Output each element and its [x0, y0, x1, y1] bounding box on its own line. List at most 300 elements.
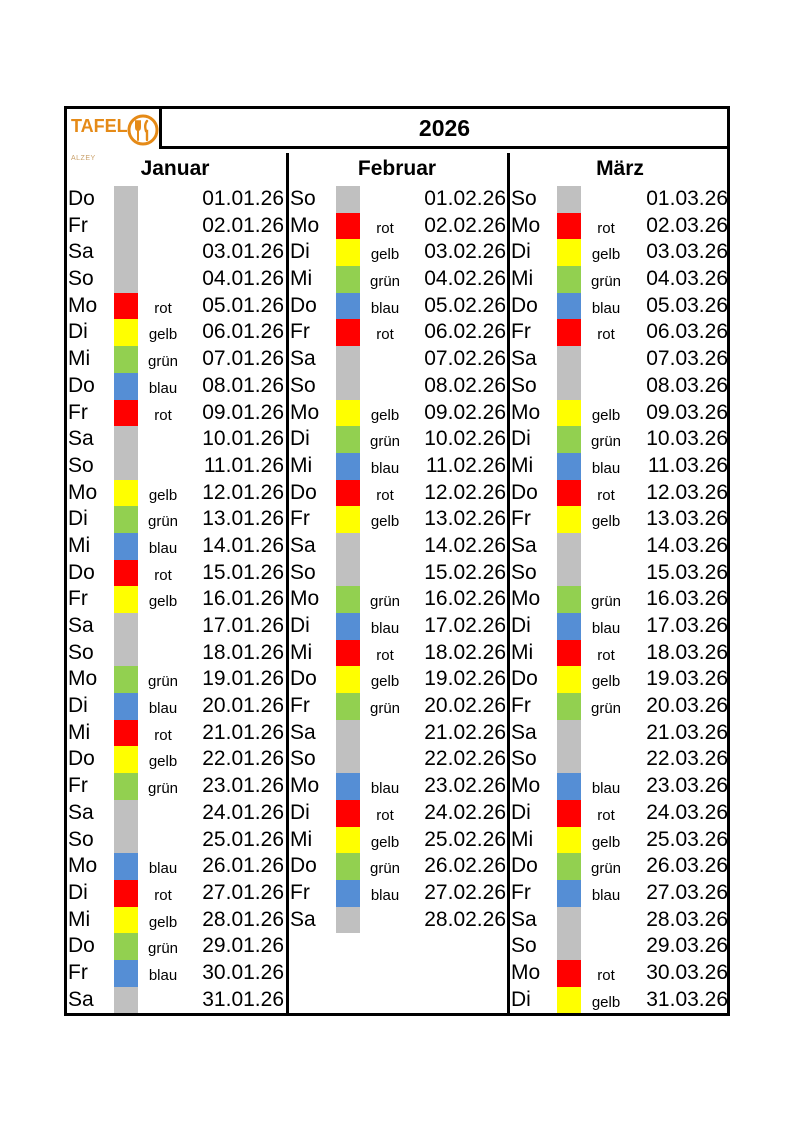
weekday-label: Mo	[68, 854, 98, 878]
day-row	[67, 319, 286, 346]
color-label: gelb	[370, 673, 400, 691]
day-row	[510, 773, 730, 800]
color-swatch	[114, 640, 138, 667]
weekday-label: Di	[511, 240, 531, 264]
color-swatch	[114, 720, 138, 747]
date-label: 23.01.26	[202, 774, 284, 798]
day-row	[289, 720, 508, 747]
color-swatch	[557, 266, 581, 293]
day-row	[67, 987, 286, 1014]
date-label: 28.03.26	[646, 907, 728, 931]
color-swatch	[336, 400, 360, 427]
day-row	[289, 533, 508, 560]
color-swatch	[114, 613, 138, 640]
day-row	[67, 239, 286, 266]
day-row	[289, 346, 508, 373]
weekday-label: Do	[511, 854, 538, 878]
weekday-label: Mo	[290, 400, 320, 424]
day-row	[67, 880, 286, 907]
color-label: blau	[148, 539, 178, 557]
color-label: blau	[148, 860, 178, 878]
date-label: 08.02.26	[424, 373, 506, 397]
weekday-label: Mo	[68, 667, 98, 691]
weekday-label: Do	[511, 667, 538, 691]
day-row	[289, 373, 508, 400]
weekday-label: Di	[511, 800, 531, 824]
weekday-label: Mo	[290, 213, 320, 237]
weekday-label: So	[511, 187, 537, 210]
color-label: blau	[591, 620, 621, 637]
color-swatch	[557, 346, 581, 373]
color-swatch	[336, 720, 360, 747]
day-row	[510, 720, 730, 747]
color-swatch	[114, 400, 138, 427]
color-label: rot	[154, 726, 172, 744]
date-label: 06.03.26	[646, 320, 728, 344]
weekday-label: Sa	[511, 533, 537, 557]
day-row	[67, 560, 286, 587]
weekday-label: Fr	[511, 320, 531, 344]
month-march	[507, 153, 730, 1013]
day-row	[510, 933, 730, 960]
date-label: 15.01.26	[202, 560, 284, 584]
weekday-label: Di	[68, 694, 88, 718]
date-label: 26.02.26	[424, 854, 506, 878]
day-row	[289, 213, 508, 240]
weekday-label: Di	[290, 240, 310, 264]
color-swatch	[114, 453, 138, 480]
color-label: rot	[154, 299, 172, 317]
color-swatch	[557, 319, 581, 346]
date-label: 20.01.26	[202, 694, 284, 718]
day-row	[510, 239, 730, 266]
weekday-label: Mi	[511, 267, 534, 291]
color-label: gelb	[591, 833, 621, 851]
date-label: 15.02.26	[424, 560, 506, 584]
color-label: grün	[369, 860, 401, 878]
day-row	[67, 373, 286, 400]
day-row	[67, 293, 286, 320]
color-swatch	[336, 213, 360, 240]
header-row	[67, 109, 727, 162]
day-row	[67, 480, 286, 507]
day-list	[67, 186, 286, 1013]
date-label: 06.02.26	[424, 320, 506, 344]
weekday-label: Mo	[511, 400, 541, 424]
weekday-label: Mo	[511, 587, 541, 611]
weekday-label: Di	[511, 987, 531, 1011]
date-label: 28.02.26	[424, 907, 506, 931]
color-swatch	[557, 827, 581, 854]
color-label: rot	[154, 886, 172, 904]
weekday-label: Mo	[511, 213, 541, 237]
color-label: blau	[148, 700, 178, 718]
weekday-label: Mi	[290, 453, 313, 477]
color-swatch	[336, 346, 360, 373]
color-swatch	[336, 373, 360, 400]
weekday-label: Do	[68, 187, 95, 210]
weekday-label: Mi	[290, 267, 313, 291]
day-row	[289, 853, 508, 880]
color-swatch	[336, 640, 360, 667]
day-row	[67, 640, 286, 667]
weekday-label: Di	[68, 507, 88, 531]
color-label: gelb	[370, 406, 400, 424]
color-label: grün	[590, 433, 622, 451]
date-label: 14.03.26	[646, 533, 728, 557]
color-swatch	[557, 987, 581, 1014]
day-row	[289, 319, 508, 346]
date-label: 29.03.26	[646, 934, 728, 958]
day-row	[67, 666, 286, 693]
date-label: 25.01.26	[202, 827, 284, 851]
color-label: gelb	[370, 833, 400, 851]
weekday-label: Do	[68, 560, 95, 584]
day-row	[67, 933, 286, 960]
date-label: 22.01.26	[202, 747, 284, 771]
day-row	[510, 746, 730, 773]
color-swatch	[114, 933, 138, 960]
day-row	[289, 800, 508, 827]
color-swatch	[336, 426, 360, 453]
color-label: rot	[597, 646, 615, 664]
day-row	[289, 400, 508, 427]
date-label: 03.02.26	[424, 240, 506, 264]
date-label: 19.01.26	[202, 667, 284, 691]
date-label: 03.01.26	[202, 240, 284, 264]
color-swatch	[336, 746, 360, 773]
date-label: 30.01.26	[202, 960, 284, 984]
weekday-label: Fr	[511, 507, 531, 531]
day-row	[67, 453, 286, 480]
weekday-label: Sa	[290, 907, 316, 931]
day-row	[510, 426, 730, 453]
color-swatch	[557, 693, 581, 720]
color-swatch	[557, 880, 581, 907]
day-row	[510, 346, 730, 373]
color-swatch	[557, 506, 581, 533]
day-row	[289, 907, 508, 934]
date-label: 21.01.26	[202, 720, 284, 744]
date-label: 15.03.26	[646, 560, 728, 584]
month-title: Februar	[357, 157, 437, 180]
date-label: 07.03.26	[646, 347, 728, 371]
color-swatch	[114, 266, 138, 293]
color-swatch	[557, 373, 581, 400]
date-label: 14.02.26	[424, 533, 506, 557]
color-label: grün	[369, 273, 401, 291]
date-label: 04.01.26	[202, 267, 284, 291]
color-swatch	[557, 773, 581, 800]
weekday-label: Do	[290, 480, 317, 504]
calendar-frame	[64, 106, 730, 1016]
color-swatch	[336, 506, 360, 533]
color-swatch	[336, 480, 360, 507]
color-label: grün	[590, 700, 622, 718]
date-label: 18.01.26	[202, 640, 284, 664]
month-title: Januar	[140, 157, 210, 180]
date-label: 10.02.26	[424, 427, 506, 451]
date-label: 08.03.26	[646, 373, 728, 397]
date-label: 12.03.26	[646, 480, 728, 504]
weekday-label: So	[290, 373, 316, 397]
date-label: 01.03.26	[646, 187, 728, 210]
day-row	[510, 293, 730, 320]
color-swatch	[336, 613, 360, 640]
weekday-label: Fr	[511, 880, 531, 904]
weekday-label: Mi	[511, 827, 534, 851]
weekday-label: Sa	[511, 907, 537, 931]
weekday-label: So	[511, 373, 537, 397]
color-label: blau	[148, 379, 178, 397]
color-swatch	[557, 666, 581, 693]
date-label: 02.02.26	[424, 213, 506, 237]
weekday-label: So	[68, 453, 94, 477]
date-label: 18.02.26	[424, 640, 506, 664]
color-swatch	[336, 293, 360, 320]
color-label: blau	[591, 886, 621, 904]
date-label: 26.01.26	[202, 854, 284, 878]
weekday-label: Di	[290, 800, 310, 824]
day-row	[510, 533, 730, 560]
day-row	[67, 213, 286, 240]
color-swatch	[114, 480, 138, 507]
color-swatch	[557, 186, 581, 213]
date-label: 16.01.26	[202, 587, 284, 611]
date-label: 04.02.26	[424, 267, 506, 291]
color-swatch	[114, 827, 138, 854]
color-swatch	[336, 186, 360, 213]
color-label: blau	[591, 459, 621, 477]
color-swatch	[336, 586, 360, 613]
weekday-label: Di	[511, 427, 531, 451]
date-label: 26.03.26	[646, 854, 728, 878]
weekday-label: Do	[68, 934, 95, 958]
weekday-label: Sa	[290, 347, 316, 371]
color-swatch	[336, 319, 360, 346]
weekday-label: Do	[290, 854, 317, 878]
color-swatch	[114, 346, 138, 373]
weekday-label: Fr	[511, 694, 531, 718]
day-row	[289, 586, 508, 613]
date-label: 17.03.26	[646, 614, 728, 637]
color-swatch	[557, 720, 581, 747]
weekday-label: Sa	[290, 720, 316, 744]
color-swatch	[114, 666, 138, 693]
color-label: grün	[147, 513, 179, 531]
color-swatch	[114, 239, 138, 266]
color-swatch	[557, 800, 581, 827]
color-label: gelb	[591, 406, 621, 424]
color-label: gelb	[591, 246, 621, 264]
date-label: 13.03.26	[646, 507, 728, 531]
weekday-label: Do	[511, 480, 538, 504]
day-row	[510, 186, 730, 213]
color-swatch	[336, 907, 360, 934]
weekday-label: Fr	[68, 774, 88, 798]
weekday-label: Fr	[290, 694, 310, 718]
color-label: blau	[370, 620, 400, 637]
color-label: grün	[147, 780, 179, 798]
color-swatch	[114, 426, 138, 453]
date-label: 31.01.26	[202, 987, 284, 1011]
color-swatch	[557, 453, 581, 480]
color-label: grün	[369, 593, 401, 611]
color-label: rot	[597, 326, 615, 344]
weekday-label: Sa	[68, 614, 94, 637]
color-label: rot	[154, 406, 172, 424]
date-label: 02.01.26	[202, 213, 284, 237]
color-swatch	[114, 213, 138, 240]
color-swatch	[114, 319, 138, 346]
weekday-label: Do	[511, 293, 538, 317]
color-label: gelb	[370, 513, 400, 531]
color-label: rot	[376, 219, 394, 237]
color-label: blau	[370, 299, 400, 317]
day-row	[510, 266, 730, 293]
weekday-label: Fr	[290, 320, 310, 344]
weekday-label: Mi	[68, 347, 91, 371]
color-swatch	[336, 827, 360, 854]
weekday-label: So	[290, 187, 316, 210]
color-swatch	[336, 666, 360, 693]
color-swatch	[557, 213, 581, 240]
weekday-label: Do	[290, 667, 317, 691]
weekday-label: Mi	[68, 720, 91, 744]
weekday-label: Fr	[68, 587, 88, 611]
weekday-label: Fr	[68, 213, 88, 237]
date-label: 20.03.26	[646, 694, 728, 718]
color-label: blau	[591, 780, 621, 798]
color-label: gelb	[370, 246, 400, 264]
date-label: 23.03.26	[646, 774, 728, 798]
date-label: 31.03.26	[646, 987, 728, 1011]
color-label: grün	[369, 700, 401, 718]
day-row	[510, 373, 730, 400]
color-swatch	[114, 987, 138, 1014]
day-row	[67, 720, 286, 747]
date-label: 22.02.26	[424, 747, 506, 771]
color-swatch	[114, 880, 138, 907]
date-label: 11.02.26	[425, 453, 506, 477]
day-row	[67, 800, 286, 827]
color-label: gelb	[148, 593, 178, 611]
color-swatch	[336, 880, 360, 907]
day-row	[67, 266, 286, 293]
color-swatch	[336, 560, 360, 587]
color-swatch	[114, 560, 138, 587]
color-swatch	[557, 480, 581, 507]
date-label: 10.01.26	[202, 427, 284, 451]
day-row	[289, 773, 508, 800]
date-label: 11.01.26	[203, 453, 284, 477]
day-row	[289, 426, 508, 453]
day-list	[510, 186, 730, 1013]
color-label: rot	[597, 486, 615, 504]
color-label: grün	[147, 940, 179, 958]
logo-subtitle: ALZEY	[71, 155, 96, 162]
color-swatch	[557, 293, 581, 320]
date-label: 05.01.26	[202, 293, 284, 317]
day-row	[510, 960, 730, 987]
color-label: grün	[369, 433, 401, 451]
weekday-label: So	[511, 747, 537, 771]
date-label: 25.02.26	[424, 827, 506, 851]
color-label: gelb	[591, 993, 621, 1011]
color-swatch	[336, 693, 360, 720]
day-row	[510, 907, 730, 934]
date-label: 10.03.26	[646, 427, 728, 451]
day-row	[67, 746, 286, 773]
date-label: 23.02.26	[424, 774, 506, 798]
day-row	[510, 827, 730, 854]
weekday-label: Di	[68, 880, 88, 904]
color-label: grün	[590, 593, 622, 611]
date-label: 05.03.26	[646, 293, 728, 317]
color-swatch	[114, 800, 138, 827]
date-label: 11.03.26	[647, 453, 728, 477]
day-row	[289, 293, 508, 320]
weekday-label: Fr	[290, 507, 310, 531]
year-title: 2026	[159, 109, 727, 149]
day-row	[67, 693, 286, 720]
day-row	[67, 613, 286, 640]
date-label: 30.03.26	[646, 960, 728, 984]
day-row	[510, 693, 730, 720]
weekday-label: So	[290, 747, 316, 771]
weekday-label: Do	[68, 373, 95, 397]
date-label: 09.03.26	[646, 400, 728, 424]
weekday-label: Mi	[290, 827, 313, 851]
day-row	[67, 533, 286, 560]
day-row	[510, 880, 730, 907]
date-label: 18.03.26	[646, 640, 728, 664]
fork-knife-icon	[126, 113, 160, 147]
day-row	[67, 506, 286, 533]
date-label: 24.01.26	[202, 800, 284, 824]
date-label: 14.01.26	[202, 533, 284, 557]
date-label: 07.02.26	[424, 347, 506, 371]
day-row	[510, 800, 730, 827]
color-swatch	[557, 746, 581, 773]
color-swatch	[557, 613, 581, 640]
color-swatch	[114, 506, 138, 533]
day-row	[67, 586, 286, 613]
color-swatch	[114, 746, 138, 773]
date-label: 01.02.26	[424, 187, 506, 210]
logo-wordmark: TAFEL	[71, 116, 128, 136]
day-row	[289, 693, 508, 720]
date-label: 09.02.26	[424, 400, 506, 424]
date-label: 09.01.26	[202, 400, 284, 424]
day-row	[289, 480, 508, 507]
color-label: rot	[597, 806, 615, 824]
weekday-label: Mo	[511, 960, 541, 984]
weekday-label: Mo	[290, 587, 320, 611]
weekday-label: Do	[68, 747, 95, 771]
color-label: grün	[147, 673, 179, 691]
day-row	[510, 560, 730, 587]
color-label: blau	[370, 459, 400, 477]
date-label: 20.02.26	[424, 694, 506, 718]
color-label: gelb	[591, 513, 621, 531]
day-row	[67, 960, 286, 987]
color-swatch	[114, 293, 138, 320]
date-label: 12.01.26	[202, 480, 284, 504]
weekday-label: Sa	[68, 987, 94, 1011]
day-row	[67, 400, 286, 427]
day-row	[67, 827, 286, 854]
